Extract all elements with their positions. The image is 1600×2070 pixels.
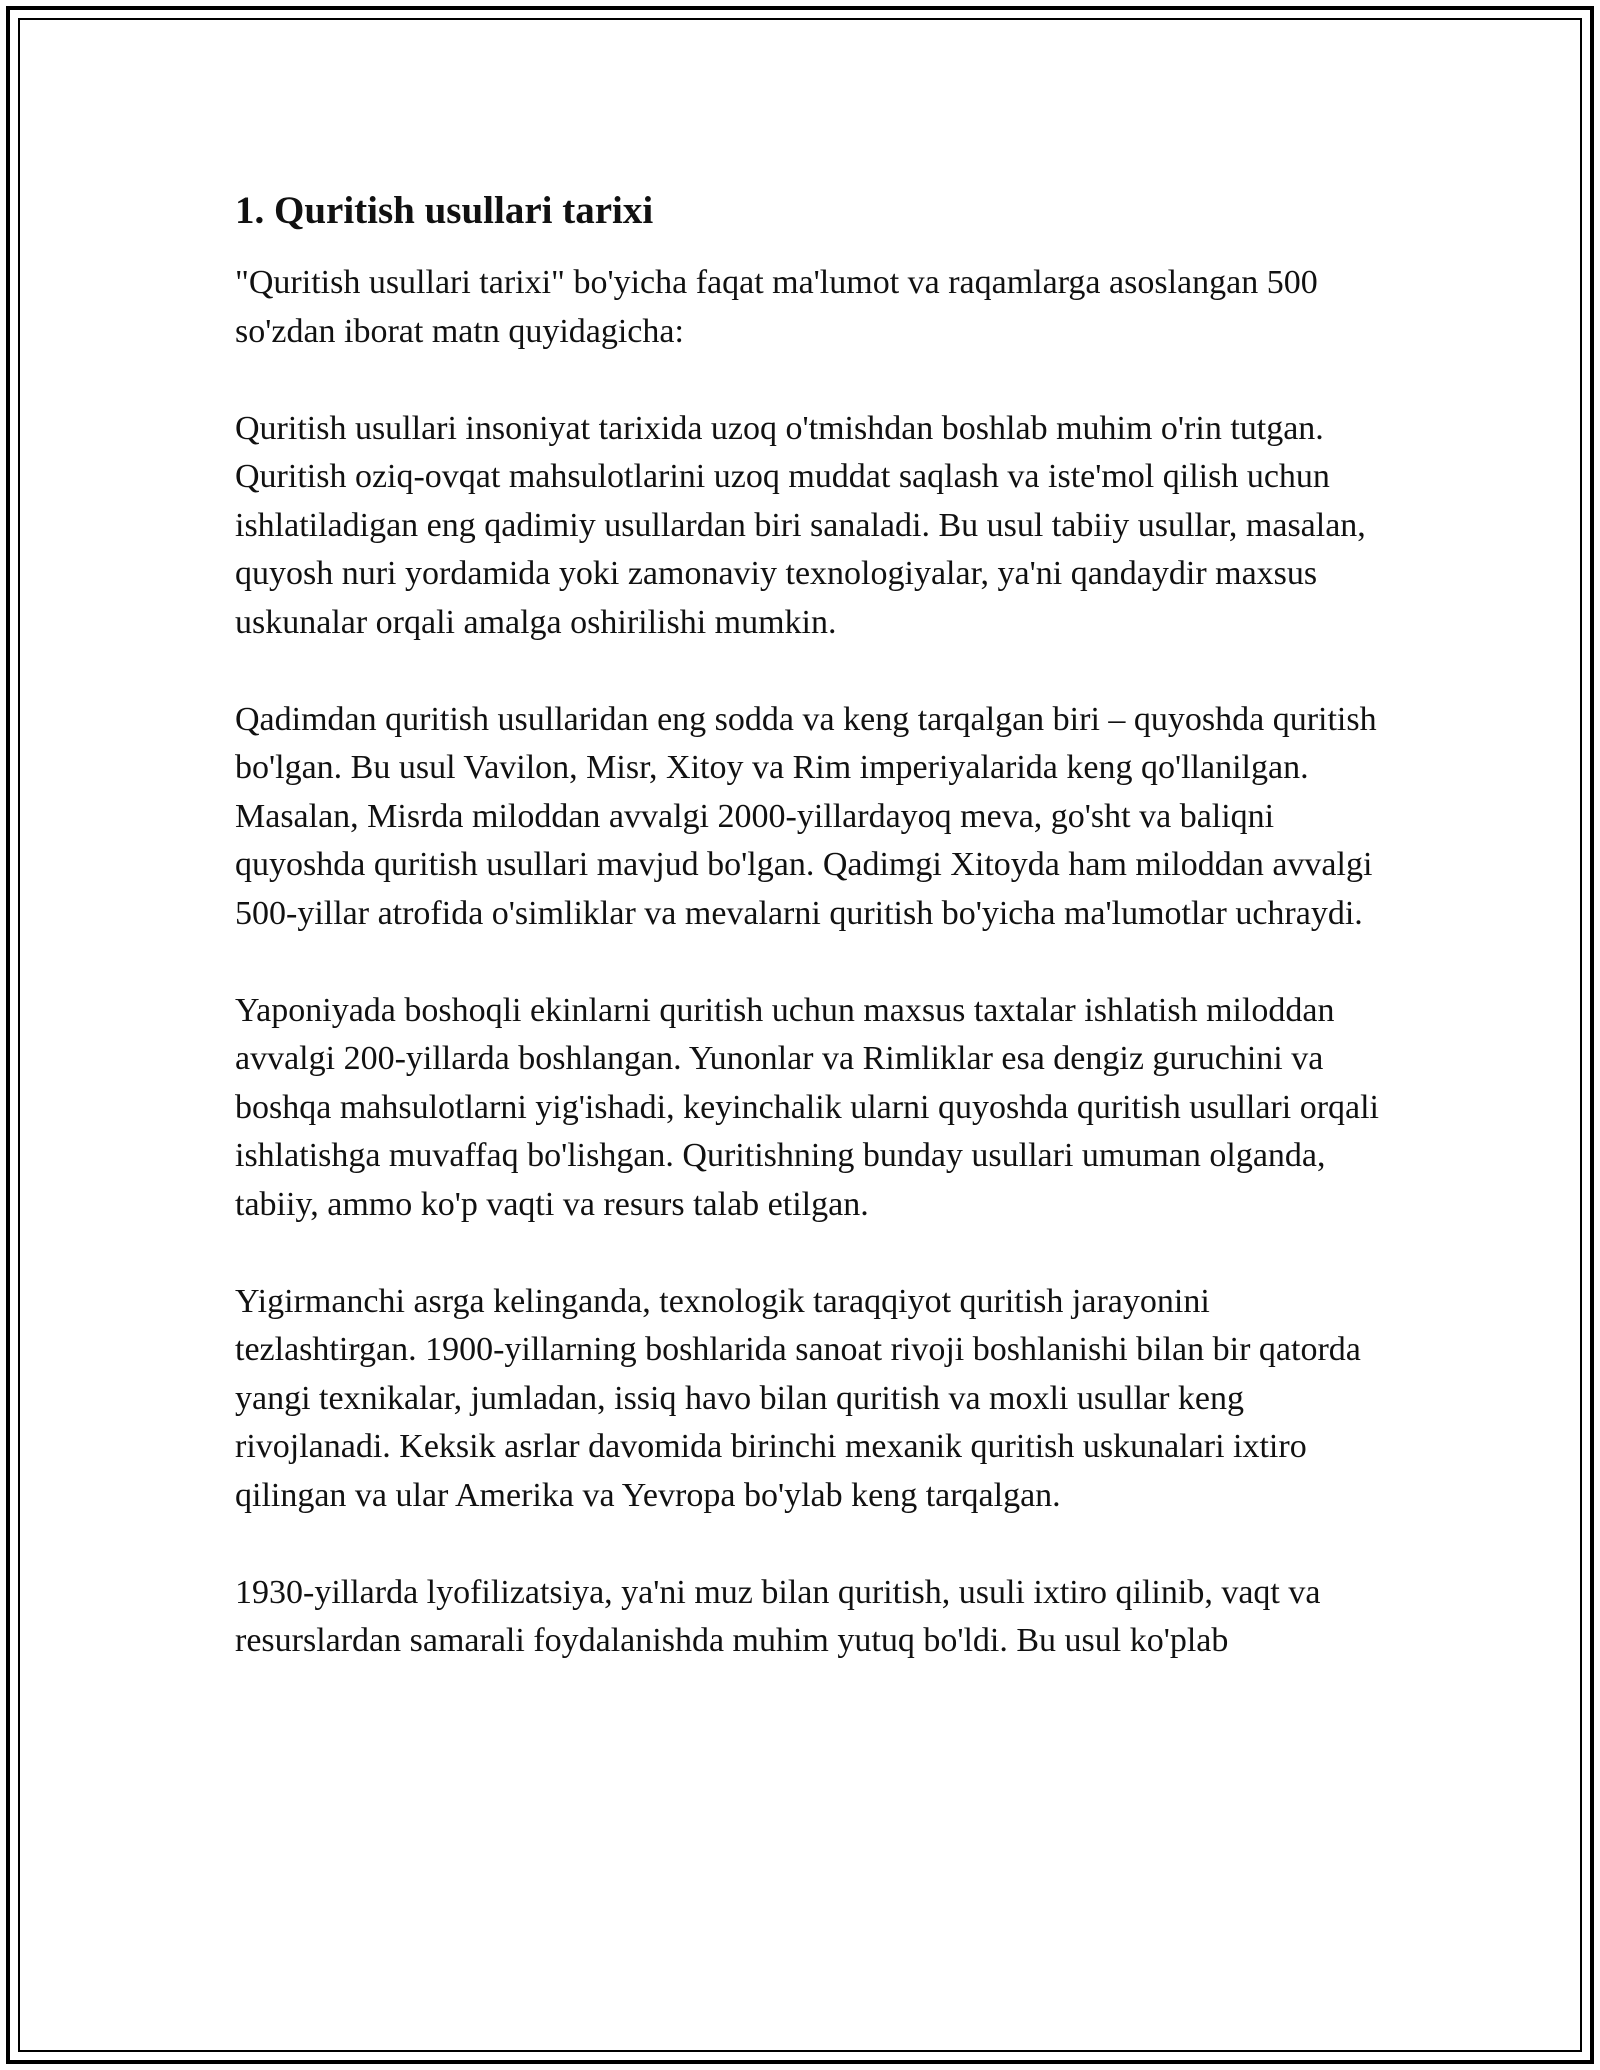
paragraph-lyophilization: 1930-yillarda lyofilizatsiya, ya'ni muz bilan quritish, usuli ixtiro qilinib, vaqt va resurslardan samarali foydalanishda muhim yutuq bo'ldi. Bu usul ko'plab xyxy=(235,1573,1321,1659)
document-body xyxy=(235,185,1385,1714)
paragraph-japan-greece-rome: Yaponiyada boshoqli ekinlarni quritish uchun maxsus taxtalar ishlatish miloddan avvalgi 200-yillarda boshlangan. Yunonlar va Rimliklar esa dengiz guruchini va boshqa mahsulotlarni yig'ishadi, keyinchalik ularni quyoshda quritish usullari orqali ishlatishga muvaffaq bo'lishgan. Quritishning bunday usullari umuman olganda, tabiiy, ammo ko'p vaqti va resurs talab etilgan. xyxy=(235,991,1379,1223)
document-title: 1. Quritish usullari tarixi xyxy=(235,189,654,232)
paragraph-overview: Quritish usullari insoniyat tarixida uzoq o'tmishdan boshlab muhim o'rin tutgan. Quritish oziq-ovqat mahsulotlarini uzoq muddat saqlash va iste'mol qilish uchun ishlatiladigan eng qadimiy usullardan biri sanaladi. Bu usul tabiiy usullar, masalan, quyosh nuri yordamida yoki zamonaviy texnologiyalar, ya'ni qandaydir maxsus uskunalar orqali amalga oshirilishi mumkin. xyxy=(235,409,1366,641)
intro-paragraph: "Quritish usullari tarixi" bo'yicha faqat ma'lumot va raqamlarga asoslangan 500 so'zdan iborat matn quyidagicha: xyxy=(235,264,1318,350)
paragraph-twentieth-century: Yigirmanchi asrga kelinganda, texnologik taraqqiyot quritish jarayonini tezlashtirgan. 1900-yillarning boshlarida sanoat rivoji boshlanishi bilan bir qatorda yangi texnikalar, jumladan, issiq havo bilan quritish va moxli usullar keng rivojlanadi. Keksik asrlar davomida birinchi mexanik quritish uskunalari ixtiro qilingan va ular Amerika va Yevropa bo'ylab keng tarqalgan. xyxy=(235,1282,1361,1514)
paragraph-ancient-sun-drying: Qadimdan quritish usullaridan eng sodda va keng tarqalgan biri – quyoshda quritish bo'lgan. Bu usul Vavilon, Misr, Xitoy va Rim imperiyalarida keng qo'llanilgan. Masalan, Misrda miloddan avvalgi 2000-yillardayoq meva, go'sht va baliqni quyoshda quritish usullari mavjud bo'lgan. Qadimgi Xitoyda ham miloddan avvalgi 500-yillar atrofida o'simliklar va mevalarni quritish bo'yicha ma'lumotlar uchraydi. xyxy=(235,700,1377,932)
